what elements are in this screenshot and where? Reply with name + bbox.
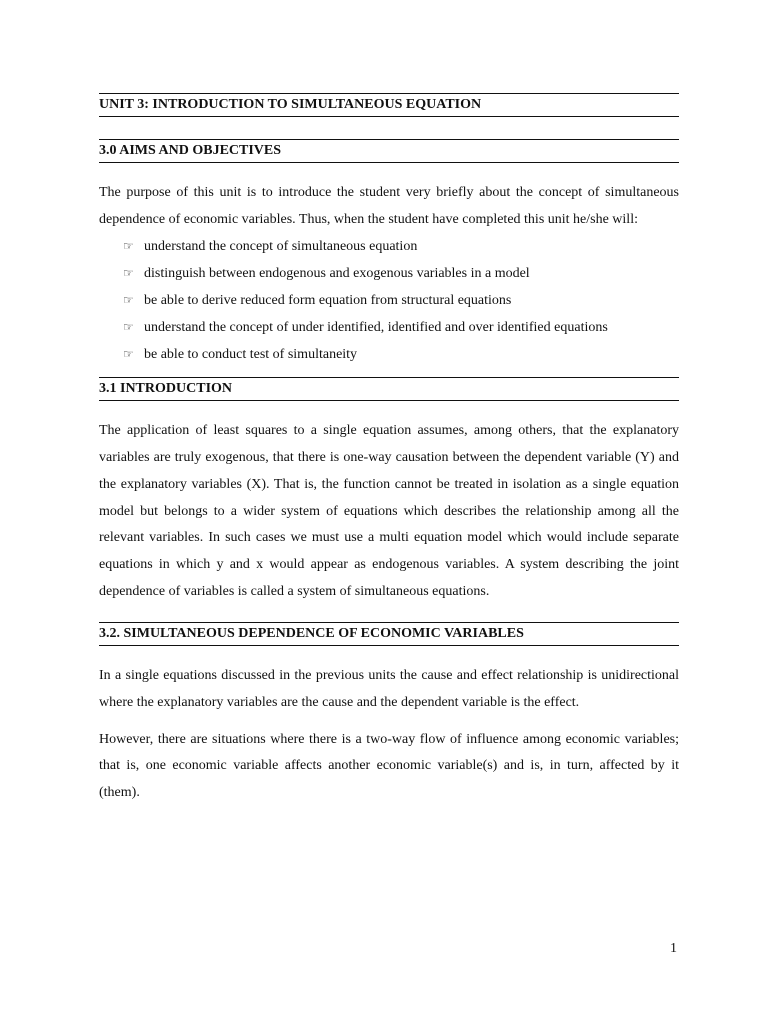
list-item-text: understand the concept of simultaneous equation	[144, 239, 418, 255]
list-item	[123, 341, 679, 368]
objectives-list	[99, 233, 679, 368]
list-item	[123, 233, 679, 260]
pointing-hand-icon: ☞	[123, 347, 134, 362]
aims-intro-paragraph: The purpose of this unit is to introduce the student very briefly about the concept of simultaneous dependence of economic variables. Thus, when the student have completed this unit he/she will:	[99, 185, 679, 227]
page-number: 1	[670, 941, 677, 956]
list-item	[123, 287, 679, 314]
pointing-hand-icon: ☞	[123, 320, 134, 335]
section-heading-simultaneous-dependence: 3.2. SIMULTANEOUS DEPENDENCE OF ECONOMIC VARIABLES	[99, 622, 679, 646]
section-heading-aims: 3.0 AIMS AND OBJECTIVES	[99, 139, 679, 163]
introduction-paragraph: The application of least squares to a single equation assumes, among others, that the explanatory variables are truly exogenous, that there is one-way causation between the dependent variable (Y) and the explanatory variables (X). That is, the function cannot be treated in isolation as a single equation model but belongs to a wider system of equations which describes the relationship among all the relevant variables. In such cases we must use a multi equation model which would include separate equations in which y and x would appear as endogenous variables. A system describing the joint dependence of variables is called a system of simultaneous equations.	[99, 423, 679, 599]
pointing-hand-icon: ☞	[123, 293, 134, 308]
document-page	[99, 93, 679, 807]
list-item	[123, 260, 679, 287]
list-item-text: distinguish between endogenous and exogenous variables in a model	[144, 266, 530, 282]
unit-title: UNIT 3: INTRODUCTION TO SIMULTANEOUS EQUATION	[99, 93, 679, 117]
list-item-text: be able to conduct test of simultaneity	[144, 347, 358, 363]
pointing-hand-icon: ☞	[123, 266, 134, 281]
dependence-paragraph-2: However, there are situations where there is a two-way flow of influence among economic variables; that is, one economic variable affects another economic variable(s) and is, in turn, affected by it (them).	[99, 731, 679, 801]
pointing-hand-icon: ☞	[123, 239, 134, 254]
list-item-text: understand the concept of under identified, identified and over identified equations	[144, 320, 608, 336]
section-heading-introduction: 3.1 INTRODUCTION	[99, 377, 679, 401]
list-item	[123, 314, 679, 341]
dependence-paragraph-1: In a single equations discussed in the previous units the cause and effect relationship is unidirectional where the explanatory variables are the cause and the dependent variable is the effect.	[99, 668, 679, 711]
list-item-text: be able to derive reduced form equation from structural equations	[144, 293, 512, 309]
